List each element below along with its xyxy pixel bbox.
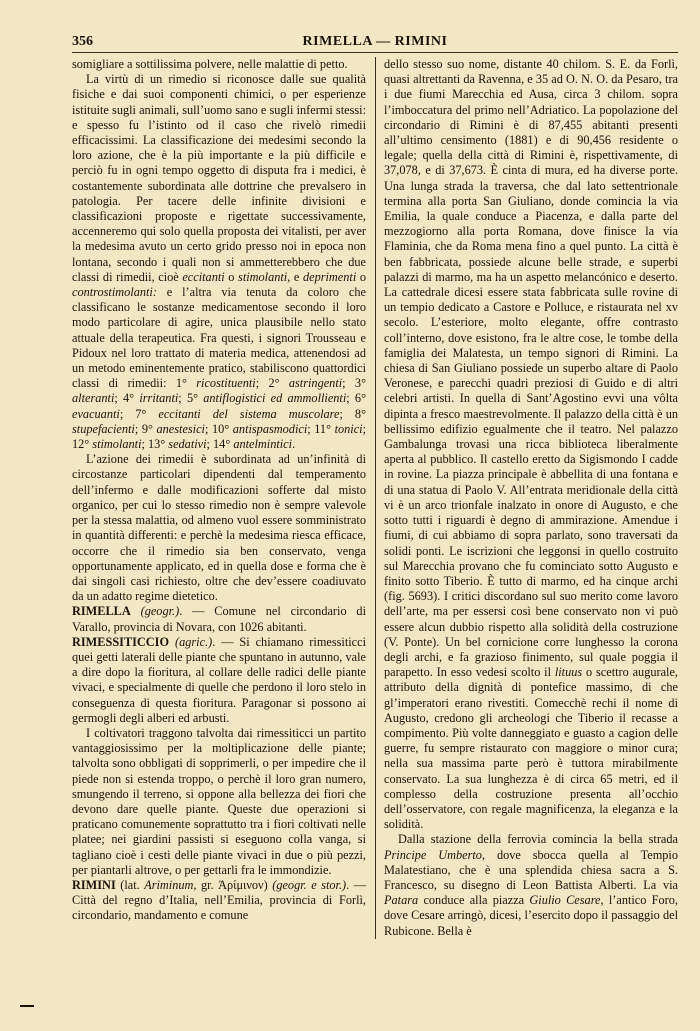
- column-divider: [375, 57, 376, 939]
- entry-rimini: RIMINI (lat. Ariminum, gr. Ἀρίμινον) (geogr. e stor.). — Città del regno d’Italia, nell’Emilia, provincia di Forlì, circondario, mandamento e comune: [72, 877, 367, 923]
- right-column: [384, 57, 678, 939]
- page-header: [72, 28, 678, 53]
- paragraph: L’azione dei rimedii è subordinata ad un’infinità di circostanze particolari dipendenti dal temperamento dell’infermo e dalle modificazioni sofferte dal misto organico, per cui lo stesso rimedio non è sempre valevole per la stessa malattia, od almeno vuol essere somministrato in quantità differenti: e perchè la medesima riesca efficace, occorre che il rimedio sia ben conservato, venga opportunamente applicato, ed in quella dose e forma che è dai singoli casi richiesto, oltre che dev’essere coadiuvato da un adatto regime dietetico.: [72, 452, 366, 604]
- running-title: RIMELLA — RIMINI: [302, 34, 448, 49]
- entry-headword: RIMELLA: [72, 604, 131, 619]
- paragraph: dello stesso suo nome, distante 40 chilom. S. E. da Forlì, quasi altrettanti da Ravenna, e 35 ad O. N. O. da Pesaro, tra i due fiumi Marecchia ed Ausa, circa 3 chilom. sopra l’imboccatura del primo nell’Adriatico. La popolazione del circondario di Rimini è di 87,455 abitanti presenti all’ultimo censimento (1881) e di 90,456 residente o legale; quella della città di Rimini è, rispettivamente, di 37,078, e di 37,673. È cinta di mura, ed ha diverse porte. Una lunga strada la traversa, che dal lato settentrionale termina alla porta San Giuliano, donde comincia la via Emilia, la quale conduce a Piacenza, e dalla parte del mezzogiorno alla porta Romana, dove finisce la via Flaminia, che da Roma mena fino a quel punto. La città è ben fabbricata, possiede alcune belle strade, e superbi palazzi di marmo, ma ha un aspetto melancónico e deserto. La cattedrale dicesi essere stata fabbricata sulle rovine di un tempio dedicato a Castore e Polluce, e ristaurata nel xv secolo. L’esteriore, molto elegante, offre contrasto coll’interno, dove esistono, fra le altre cose, le tombe della famiglia dei Malatesta, un tempo signori di Rimini. La chiesa di San Giuliano possiede un superbo altare di Paolo Veronese, e parecchi quadri preziosi di Guido e di altri celebri artisti. In quella di Sant’Agostino evvi una vôlta dipinta a fresco maestrevolmente. Il palazzo della città è un bellissimo edifizio egualmente che il teatro. Nel palazzo Gambalunga trovasi una ricca biblioteca liberalmente aperta al pubblico. Il castello eretto da Sigismondo I cadde in rovine. La piazza principale è abbellita di una fontana e di una statua di Paolo V. All’entrata meridionale della città vi è un arco trionfale inalzato in onore di Augusto, e che sotto tutti i riguardi è degno di ammirazione. Amendue i fiumi, di cui abbiamo di sopra parlato, sono traversati da solidi ponti. Le iscrizioni che leggonsi in quello costruito sul Marecchia provano che fu cominciato sotto Augusto e finito sotto Tiberio. È tutto di marmo, ed ha cinque archi (fig. 5693). I critici discordano sul suo merito come lavoro dell’arte, ma per essersi così bene conservato non vi può essere alcun dubbio rispetto alla solidità della costruzione (V. Ponte). Un bel cornicione corre lunghesso la corona degli archi, e fa grazioso finimento, sul quale poggia il parapetto. In esso vedesi scolto il lituus o scettro augurale, attributo della dignità di pontefice massimo, di che gl’imperatori erano rivestiti. Comecchè rechi il nome di Augusto, credono gli archeologi che Tiberio il recasse a compimento. Più volte danneggiato e guasto a cagion delle guerre, fu sempre ristaurato con maggiore o minor cura; nella sua massima parte però è tuttora mirabilmente conservato. La sua lunghezza è di circa 65 metri, ed il complesso della costruzione presenta all’occhio dell’osservatore, con regale magnificenza, la eleganza e la solidità.: [384, 57, 679, 832]
- left-column: [72, 57, 366, 939]
- paragraph: La virtù di un rimedio si riconosce dalle sue qualità fisiche e dai suoi componenti chimici, o per esperienze istituite sugli animali, sull’uomo sano e sugli infermi stessi: e spesso fu l’istinto od il caso che rivelò rimedii efficacissimi. La classificazione dei medesimi secondo la loro azione, che è la più importante e la più difficile e perciò fu in ogni tempo oggetto di disputa fra i medici, è costantemente subordinata alle dottrine che prevalsero in patologia. Per tacere delle infinite divisioni e classificazioni proposte e rigettate successivamente, accenneremo qui solo quella proposta dei vitalisti, per aver la medesima avuto un certo grido presso noi in epoca non lontana, secondo i quali non si ammetterebbero che due classi di rimedii, cioè eccitanti o stimolanti, e deprimenti o controstimolanti: e l’altra via tenuta da coloro che classificano le sostanze medicamentose secondo il loro modo particolare di agire, unica plausibile nello stato attuale della terapeutica. Fra questi, i signori Trousseau e Pidoux nel loro trattato di materia medica, attenendosi ad un metodo eminentemente pratico, stabiliscono quattordici classi di rimedii: 1° ricostituenti; 2° astringenti; 3° alteranti; 4° irritanti; 5° antiflogistici ed ammollienti; 6° evacuanti; 7° eccitanti del sistema muscolare; 8° stupefacienti; 9° anestesici; 10° antispasmodici; 11° tonici; 12° stimolanti; 13° sedativi; 14° antelmintici.: [72, 72, 366, 452]
- paragraph: somigliare a sottilissima polvere, nelle malattie di petto.: [72, 57, 348, 71]
- paragraph: Dalla stazione della ferrovia comincia la bella strada Principe Umberto, dove sbocca quella al Tempio Malatestiano, che è una splendida chiesa sacra a S. Francesco, su disegno di Leon Battista Alberti. La via Patara conduce alla piazza Giulio Cesare, l’antico Foro, dove Cesare arringò, dicesi, l’esercito dopo il passaggio del Rubicone. Bella è: [384, 832, 678, 938]
- page-number: 356: [72, 34, 93, 49]
- text-columns: [72, 57, 678, 939]
- entry-rimella: RIMELLA (geogr.). — Comune nel circondario di Varallo, provincia di Novara, con 1026 abitanti.: [72, 604, 366, 634]
- paragraph: I coltivatori traggono talvolta dai rimessiticci un partito vantaggiosissimo per la moltiplicazione delle piante; talvolta sono obbligati di sopprimerli, o per impedire che il piede non si estenda troppo, o perchè il loro gran numero, smungendo il terreno, si oppone alla bellezza dei fiori che devono dare quelle piante. Queste due operazioni si praticano comunemente soprattutto tra i fiori coltivati nelle platee; nei giardini passisti si eseguono colla vanga, si tagliano cioè i cesti delle piante vivaci in due o più pezzi, per piantarli altrove, o per gettarli fra le immondizie.: [72, 725, 366, 877]
- entry-headword: RIMESSITICCIO: [72, 634, 170, 649]
- margin-mark: [20, 1005, 34, 1007]
- entry-headword: RIMINI: [72, 877, 116, 892]
- entry-rimessiticcio: RIMESSITICCIO (agric.). — Si chiamano rimessiticci quei getti laterali delle piante che spuntano in autunno, vale a dire dopo la fioritura, al collare delle radici delle piante vivaci, e specialmente di quelle che perdono il loro stelo in conseguenza di questa fioritura. Paragonar si possono ai germogli degli alberi ed arbusti.: [72, 634, 366, 725]
